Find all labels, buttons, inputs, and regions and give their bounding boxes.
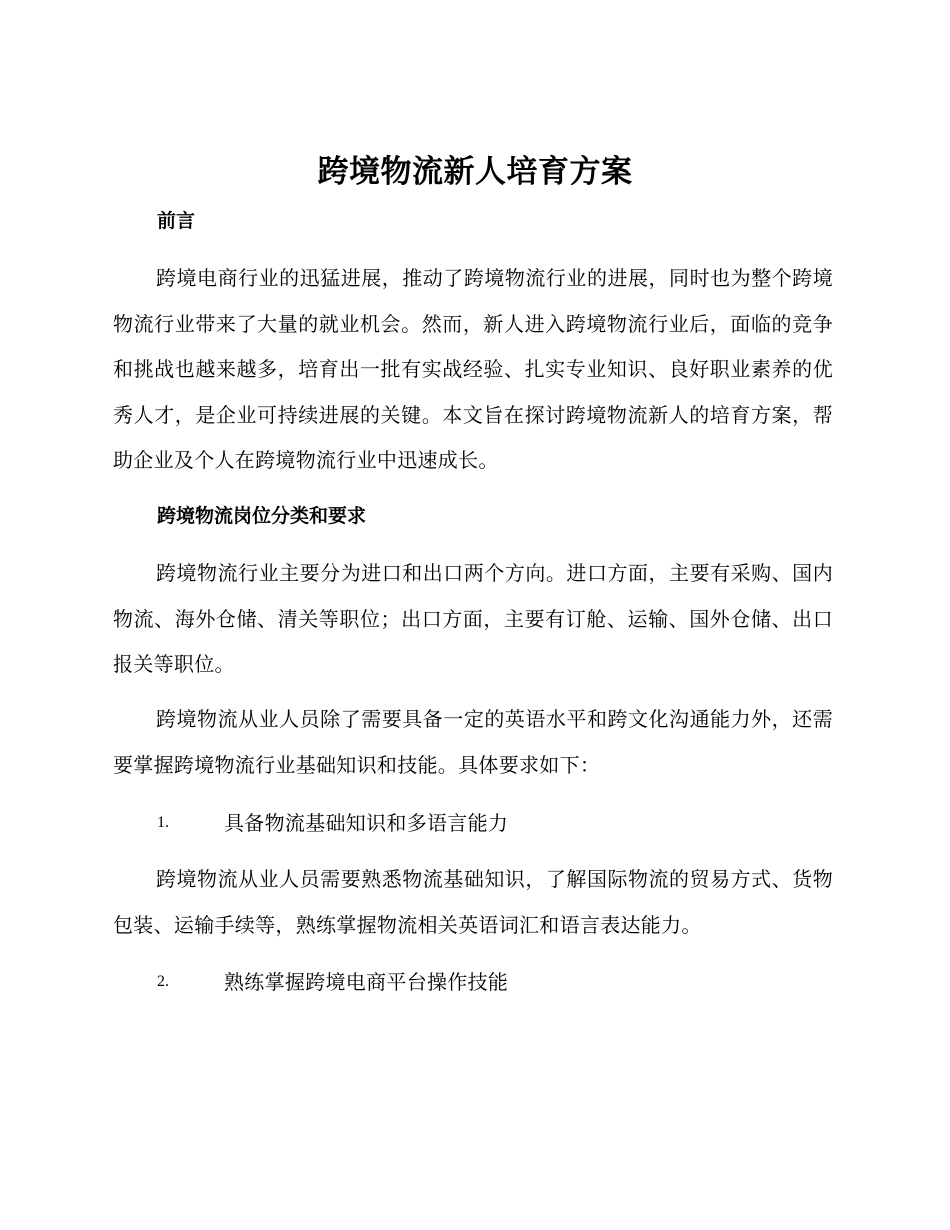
- paragraph-positions-directions: 跨境物流行业主要分为进口和出口两个方向。进口方面，主要有采购、国内物流、海外仓储、清关等职位；出口方面，主要有订舱、运输、国外仓储、出口报关等职位。: [113, 561, 833, 676]
- section-heading-preface: 前言: [157, 210, 196, 232]
- paragraph-positions-requirements: 跨境物流从业人员除了需要具备一定的英语水平和跨文化沟通能力外，还需要掌握跨境物流行业基础知识和技能。具体要求如下：: [113, 707, 833, 777]
- paragraph-item1-detail: 跨境物流从业人员需要熟悉物流基础知识，了解国际物流的贸易方式、货物包装、运输手续等，熟练掌握物流相关英语词汇和语言表达能力。: [113, 867, 833, 937]
- list-item-text: 具备物流基础知识和多语言能力: [224, 811, 509, 835]
- list-item-text: 熟练掌握跨境电商平台操作技能: [224, 970, 509, 994]
- list-number: 1.: [157, 814, 169, 831]
- section-heading-positions: 跨境物流岗位分类和要求: [157, 505, 367, 527]
- paragraph-preface: 跨境电商行业的迅猛进展，推动了跨境物流行业的进展，同时也为整个跨境物流行业带来了大量的就业机会。然而，新人进入跨境物流行业后，面临的竞争和挑战也越来越多，培育出一批有实战经验、扎实专业知识、良好职业素养的优秀人才，是企业可持续进展的关键。本文旨在探讨跨境物流新人的培育方案，帮助企业及个人在跨境物流行业中迅速成长。: [113, 266, 833, 472]
- document-title: 跨境物流新人培育方案: [317, 154, 633, 190]
- list-number: 2.: [157, 973, 169, 990]
